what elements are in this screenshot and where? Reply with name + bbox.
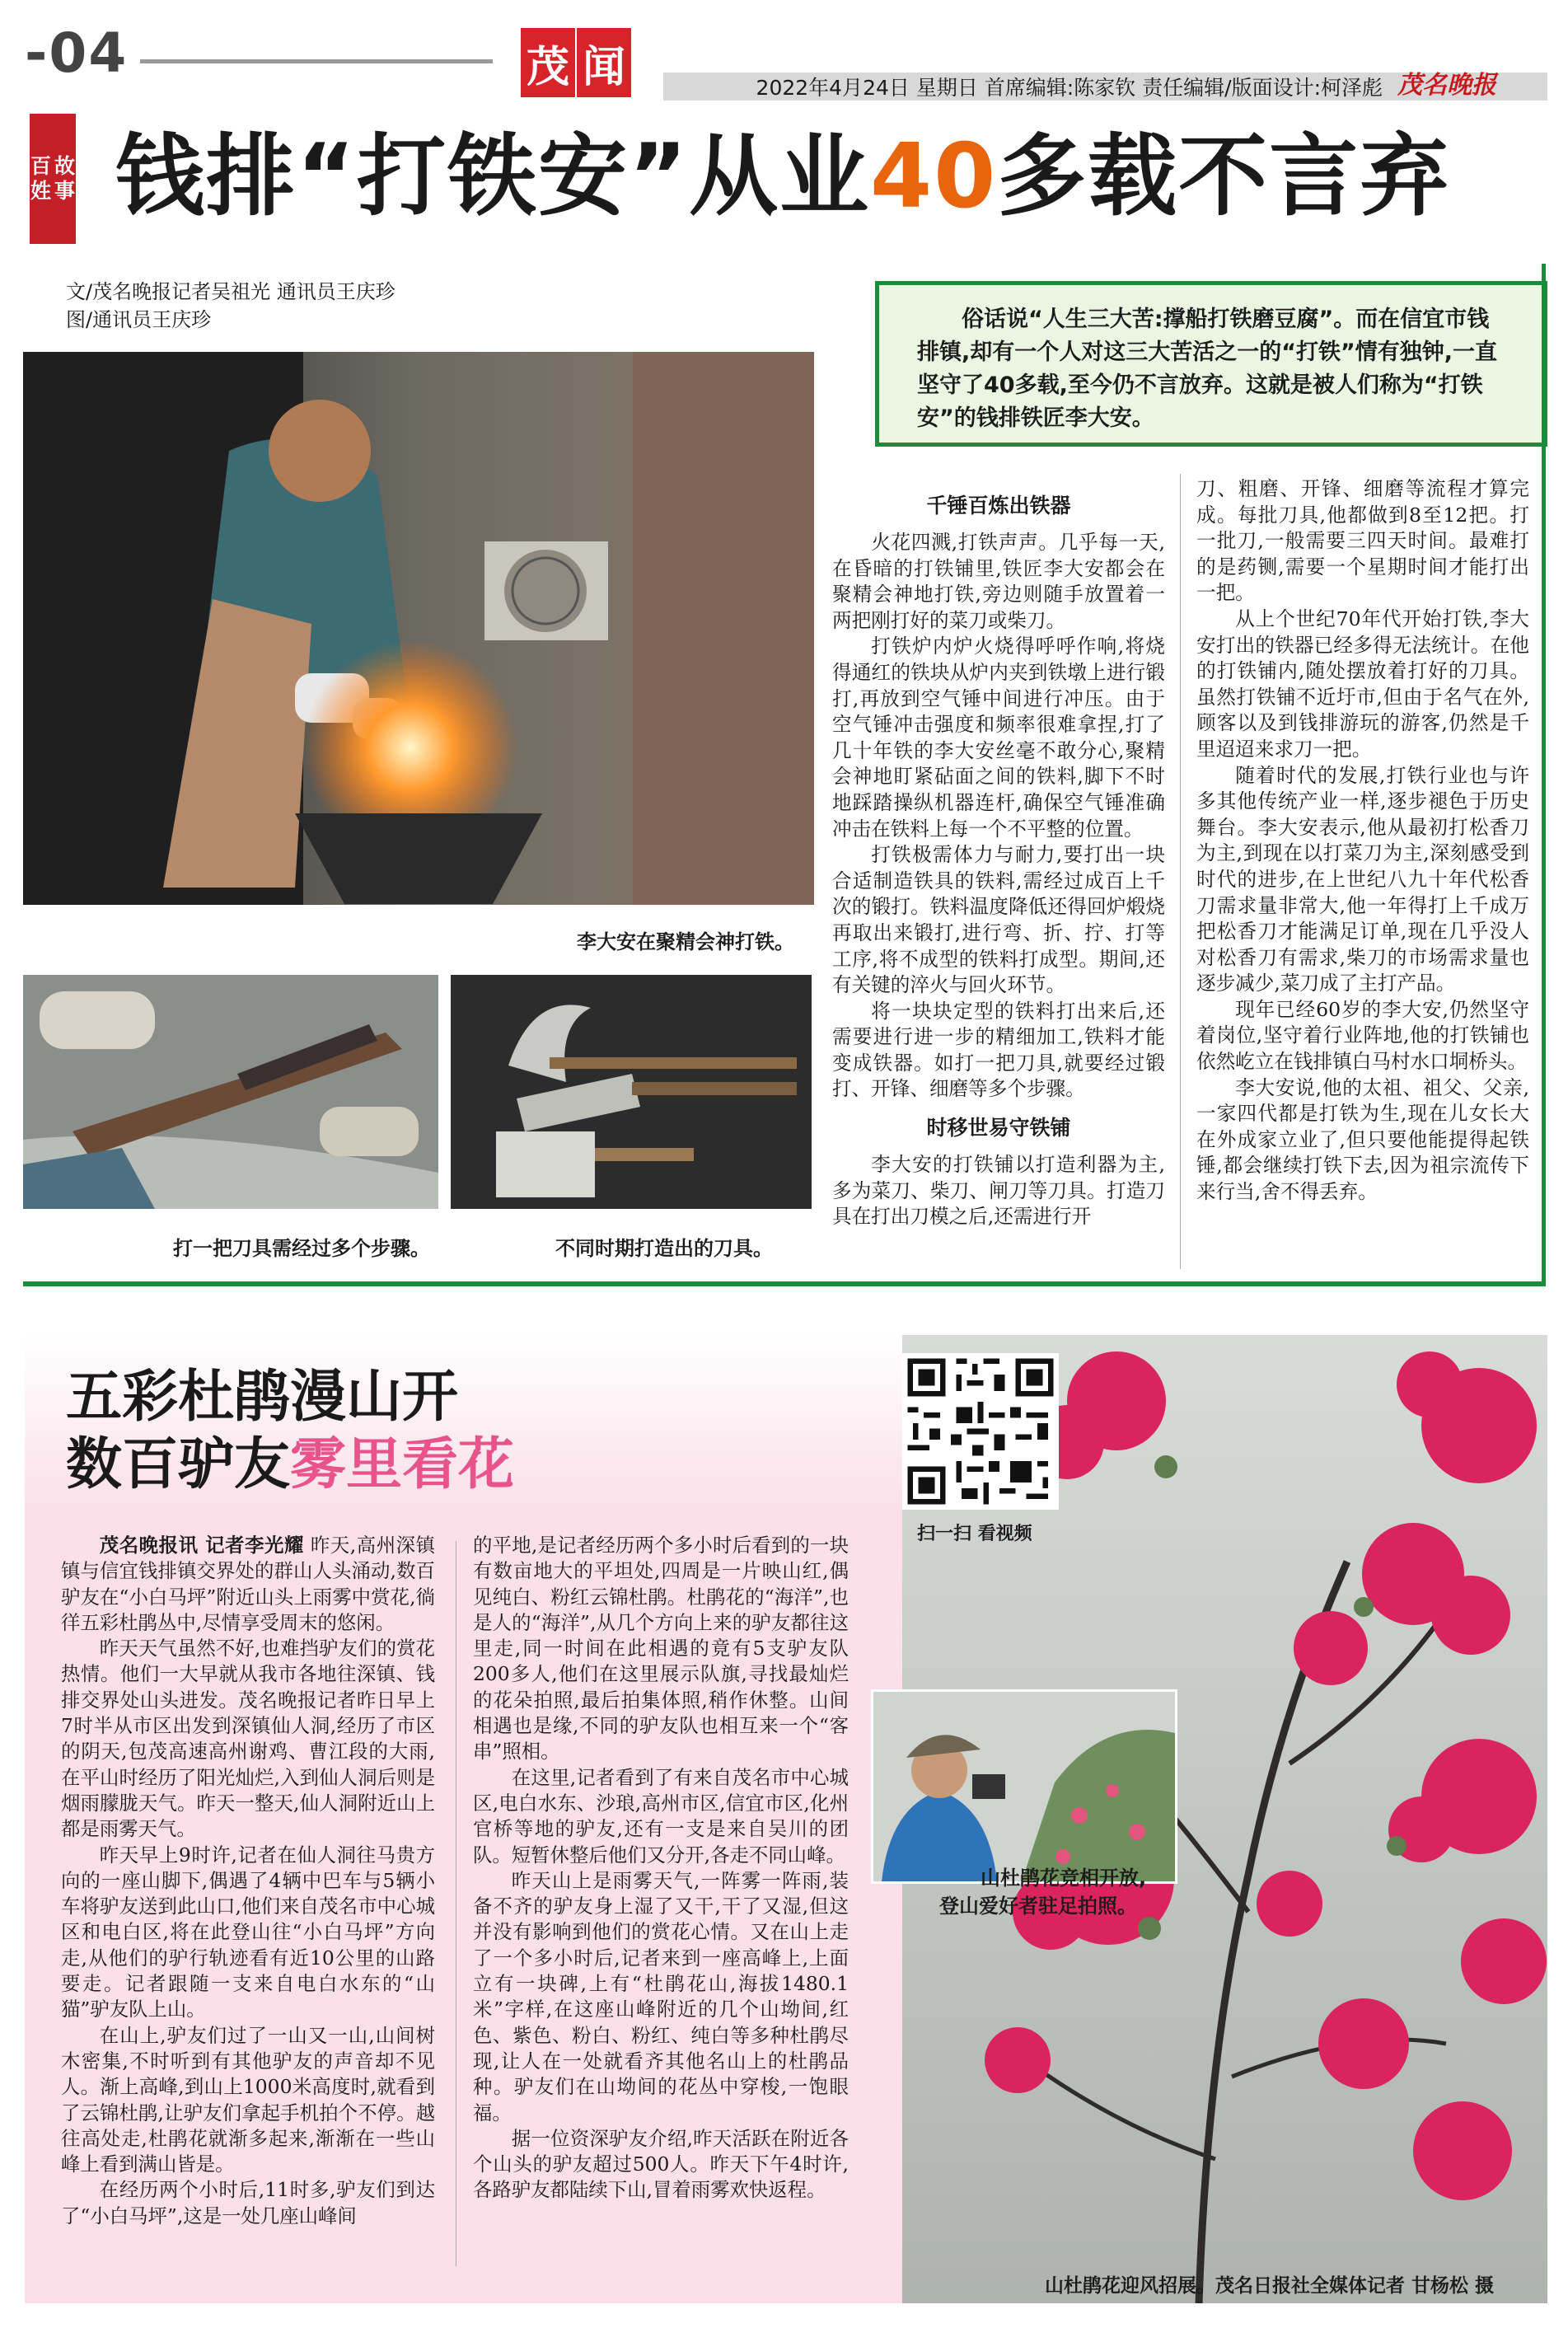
column-name-char-2: 闻 bbox=[577, 28, 631, 97]
paragraph: 李大安的打铁铺以打造利器为主,多为菜刀、柴刀、闸刀等刀具。打造刀具在打出刀模之后,还需进行开 bbox=[832, 1153, 1165, 1229]
article-1-bottom-border bbox=[23, 1281, 1544, 1286]
forging-photo bbox=[23, 975, 438, 1209]
qr-code[interactable] bbox=[902, 1353, 1059, 1510]
inset-caption-2: 登山爱好者驻足拍照。 bbox=[939, 1895, 1137, 1918]
section-tag-col-1: 百 姓 bbox=[30, 154, 51, 203]
paragraph: 打铁炉内炉火烧得呼呼作响,将烧得通红的铁块从炉内夹到铁墩上进行锻打,再放到空气锤中间进行冲压。由于空气锤冲击强度和频率很难拿捏,打了几十年铁的李大安丝毫不敢分心,聚精会神地盯紧砧面之间的铁料,脚下不时地踩踏操纵机器连杆,确保空气锤准确冲击在铁料上每一个不平整的位置。 bbox=[832, 635, 1165, 841]
dateline: 茂名晚报讯 记者李光耀 bbox=[99, 1534, 304, 1557]
headline-2 bbox=[66, 1364, 514, 1499]
headline-2-line-2: 数百驴友雾里看花 bbox=[66, 1432, 515, 1497]
paragraph: 将一块块定型的铁料打出来后,还需要进行进一步的精细加工,铁料才能变成铁器。如打一把刀具,就要经过锻打、开锋、细磨等多个步骤。 bbox=[832, 999, 1165, 1101]
article-2-column-1 bbox=[61, 1533, 435, 2229]
headline-number: 40 bbox=[869, 125, 998, 228]
paragraph: 火花四溅,打铁声声。几乎每一天,在昏暗的打铁铺里,铁匠李大安都会在聚精会神地打铁,旁边则随手放置着一两把刚打好的菜刀或柴刀。 bbox=[832, 531, 1165, 632]
inset-caption: 山杜鹃花竞相开放, bbox=[981, 1867, 1147, 1890]
byline-author: 文/茂名晚报记者吴祖光 通讯员王庆珍 bbox=[66, 280, 396, 303]
column-name-char-1: 茂 bbox=[521, 28, 575, 97]
headline-1: 钱排“打铁安”从业40多载不言弃 bbox=[115, 125, 1451, 228]
photo-credit-caption: 山杜鹃花迎风招展。茂名日报社全媒体记者 甘杨松 摄 bbox=[1045, 2275, 1495, 2297]
paragraph: 据一位资深驴友介绍,昨天活跃在附近各个山头的驴友超过500人。昨天下午4时许,各路驴友都陆续下山,冒着雨雾欢快返程。 bbox=[473, 2126, 849, 2202]
subheading-1: 千锤百炼出铁器 bbox=[926, 494, 1071, 518]
blacksmith-photo bbox=[23, 352, 814, 905]
paragraph: 打铁极需体力与耐力,要打出一块合适制造铁具的铁料,需经过成百上千次的锻打。铁料温度降低还得回炉煅烧再取出来锻打,进行弯、折、拧、打等工序,将不成型的铁料打成型。期间,还有关键的淬火与回火环节。 bbox=[832, 843, 1165, 997]
paragraph: 昨天山上是雨雾天气,一阵雾一阵雨,装备不齐的驴友身上湿了又干,干了又湿,但这并没有影响到他们的赏花心情。又在山上走了一个多小时后,记者来到一座高峰上,上面立有一块碑,上有“杜鹃花山,海拔1480.1米”字样,在这座山峰附近的几个山坳间,红色、紫色、粉白、粉红、纯白等多种杜鹃尽现,让人在一处就看齐其他名山上的杜鹃品种。驴友们在山坳间的花丛中穿梭,一饱眼福。 bbox=[473, 1868, 849, 2124]
article-1-column-2 bbox=[1196, 476, 1529, 1206]
byline-photo: 图/通讯员王庆珍 bbox=[66, 308, 212, 331]
caption-right-photo: 不同时期打造出的刀具。 bbox=[555, 1237, 773, 1260]
qr-caption: 扫一扫 看视频 bbox=[917, 1524, 1032, 1544]
byline-1 bbox=[66, 278, 396, 334]
caption-main-photo: 李大安在聚精会神打铁。 bbox=[577, 930, 794, 953]
paragraph: 昨天早上9时许,记者在仙人洞往马贵方向的一座山脚下,偶遇了4辆中巴车与5辆小车将驴友送到此山口,他们来自茂名市中心城区和电白区,将在此登山往“小白马坪”方向走,从他们的驴行轨迹看有近10公里的山路要走。记者跟随一支来自电白水东的“山猫”驴友队上山。 bbox=[61, 1843, 435, 2021]
headline-2-line-1: 五彩杜鹃漫山开 bbox=[66, 1365, 459, 1430]
paragraph: 昨天天气虽然不好,也难挡驴友们的赏花热情。他们一大早就从我市各地往深镇、钱排交界处山头进发。茂名晚报记者昨日早上7时半从市区出发到深镇仙人洞,经历了市区的阴天,包茂高速高州谢鸡、曹江段的大雨,在平山时经历了阳光灿烂,入到仙人洞后则是烟雨朦胧天气。昨天一整天,仙人洞附近山上都是雨雾天气。 bbox=[61, 1637, 435, 1841]
knives-photo bbox=[451, 975, 812, 1209]
hiker-photo bbox=[871, 1689, 1177, 1884]
section-tag bbox=[30, 114, 76, 244]
paragraph: 李大安说,他的太祖、祖父、父亲,一家四代都是打铁为生,现在儿女长大在外成家立业了,但只要他能提得起铁锤,都会继续打铁下去,因为祖宗流传下来行当,舍不得丢弃。 bbox=[1196, 1075, 1529, 1204]
header-rule bbox=[140, 59, 493, 63]
paragraph: 随着时代的发展,打铁行业也与许多其他传统产业一样,逐步褪色于历史舞台。李大安表示,他从最初打松香刀为主,到现在以打菜刀为主,深刻感受到时代的进步,在上世纪八九十年代松香刀需求量非常大,他一年得打上千成万把松香刀才能满足订单,现在几乎没人对松香刀有需求,柴刀的市场需求量也逐步减少,菜刀成了主打产品。 bbox=[1196, 763, 1529, 995]
article-2-column-2 bbox=[473, 1533, 849, 2204]
paragraph: 茂名晚报讯 记者李光耀 昨天,高州深镇镇与信宜钱排镇交界处的群山人头涌动,数百驴友在“小白马坪”附近山头上雨雾中赏花,徜徉五彩杜鹃丛中,尽情享受周末的悠闲。 bbox=[61, 1534, 436, 1634]
paragraph: 在经历两个小时后,11时多,驴友们到达了“小白马坪”,这是一处几座山峰间 bbox=[61, 2178, 435, 2227]
page-number: -04 bbox=[25, 21, 129, 85]
newspaper-logo: 茂名晚报 bbox=[1397, 71, 1496, 100]
caption-left-photo: 打一把刀具需经过多个步骤。 bbox=[173, 1237, 430, 1260]
paragraph: 刀、粗磨、开锋、细磨等流程才算完成。每批刀具,他都做到8至12把。打一批刀,一般需要三四天时间。最难打的是药铡,需要一个星期时间才能打出一把。 bbox=[1196, 477, 1529, 605]
paragraph: 现年已经60岁的李大安,仍然坚守着岗位,坚守着行业阵地,他的打铁铺也依然屹立在钱排镇白马村水口垌桥头。 bbox=[1196, 997, 1529, 1074]
article-1-right-border bbox=[1542, 264, 1546, 1286]
headline-2-highlight: 雾里看花 bbox=[290, 1432, 515, 1497]
intro-box: 俗话说“人生三大苦:撑船打铁磨豆腐”。而在信宜市钱排镇,却有一个人对这三大苦活之一的“打铁”情有独钟,一直坚守了40多载,至今仍不言放弃。这就是被人们称为“打铁安”的钱排铁匠李大安。 bbox=[875, 281, 1547, 447]
paragraph: 在山上,驴友们过了一山又一山,山间树木密集,不时听到有其他驴友的声音却不见人。渐上高峰,到山上1000米高度时,就看到了云锦杜鹃,让驴友们拿起手机拍个不停。越往高处走,杜鹃花就渐多起来,渐渐在一些山峰上看到满山皆是。 bbox=[61, 2023, 435, 2176]
article-1-column-1 bbox=[832, 480, 1165, 1230]
paragraph: 在这里,记者看到了有来自茂名市中心城区,电白水东、沙琅,高州市区,信宜市区,化州官桥等地的驴友,还有一支是来自吴川的团队。短暂休整后他们又分开,各走不同山峰。 bbox=[473, 1765, 849, 1867]
subheading-2: 时移世易守铁铺 bbox=[926, 1116, 1071, 1141]
paragraph: 从上个世纪70年代开始打铁,李大安打出的铁器已经多得无法统计。在他的打铁铺内,随处摆放着打好的刀具。虽然打铁铺不近圩市,但由于名气在外,顾客以及到钱排游玩的游客,仍然是千里迢迢来求刀一把。 bbox=[1196, 607, 1529, 761]
section-tag-col-2: 故 事 bbox=[54, 154, 76, 203]
paragraph: 的平地,是记者经历两个多小时后看到的一块有数亩地大的平坦处,四周是一片映山红,偶见纯白、粉红云锦杜鹃。杜鹃花的“海洋”,也是人的“海洋”,从几个方向上来的驴友都往这里走,同一时间在此相遇的竟有5支驴友队200多人,他们在这里展示队旗,寻找最灿烂的花朵拍照,最后拍集体照,稍作休整。山间相遇也是缘,不同的驴友队也相互来一个“客串”照相。 bbox=[473, 1534, 849, 1764]
column-divider bbox=[1180, 474, 1181, 1269]
issue-info: 2022年4月24日 星期日 首席编辑:陈家钦 责任编辑/版面设计:柯泽彪 bbox=[756, 76, 1383, 100]
